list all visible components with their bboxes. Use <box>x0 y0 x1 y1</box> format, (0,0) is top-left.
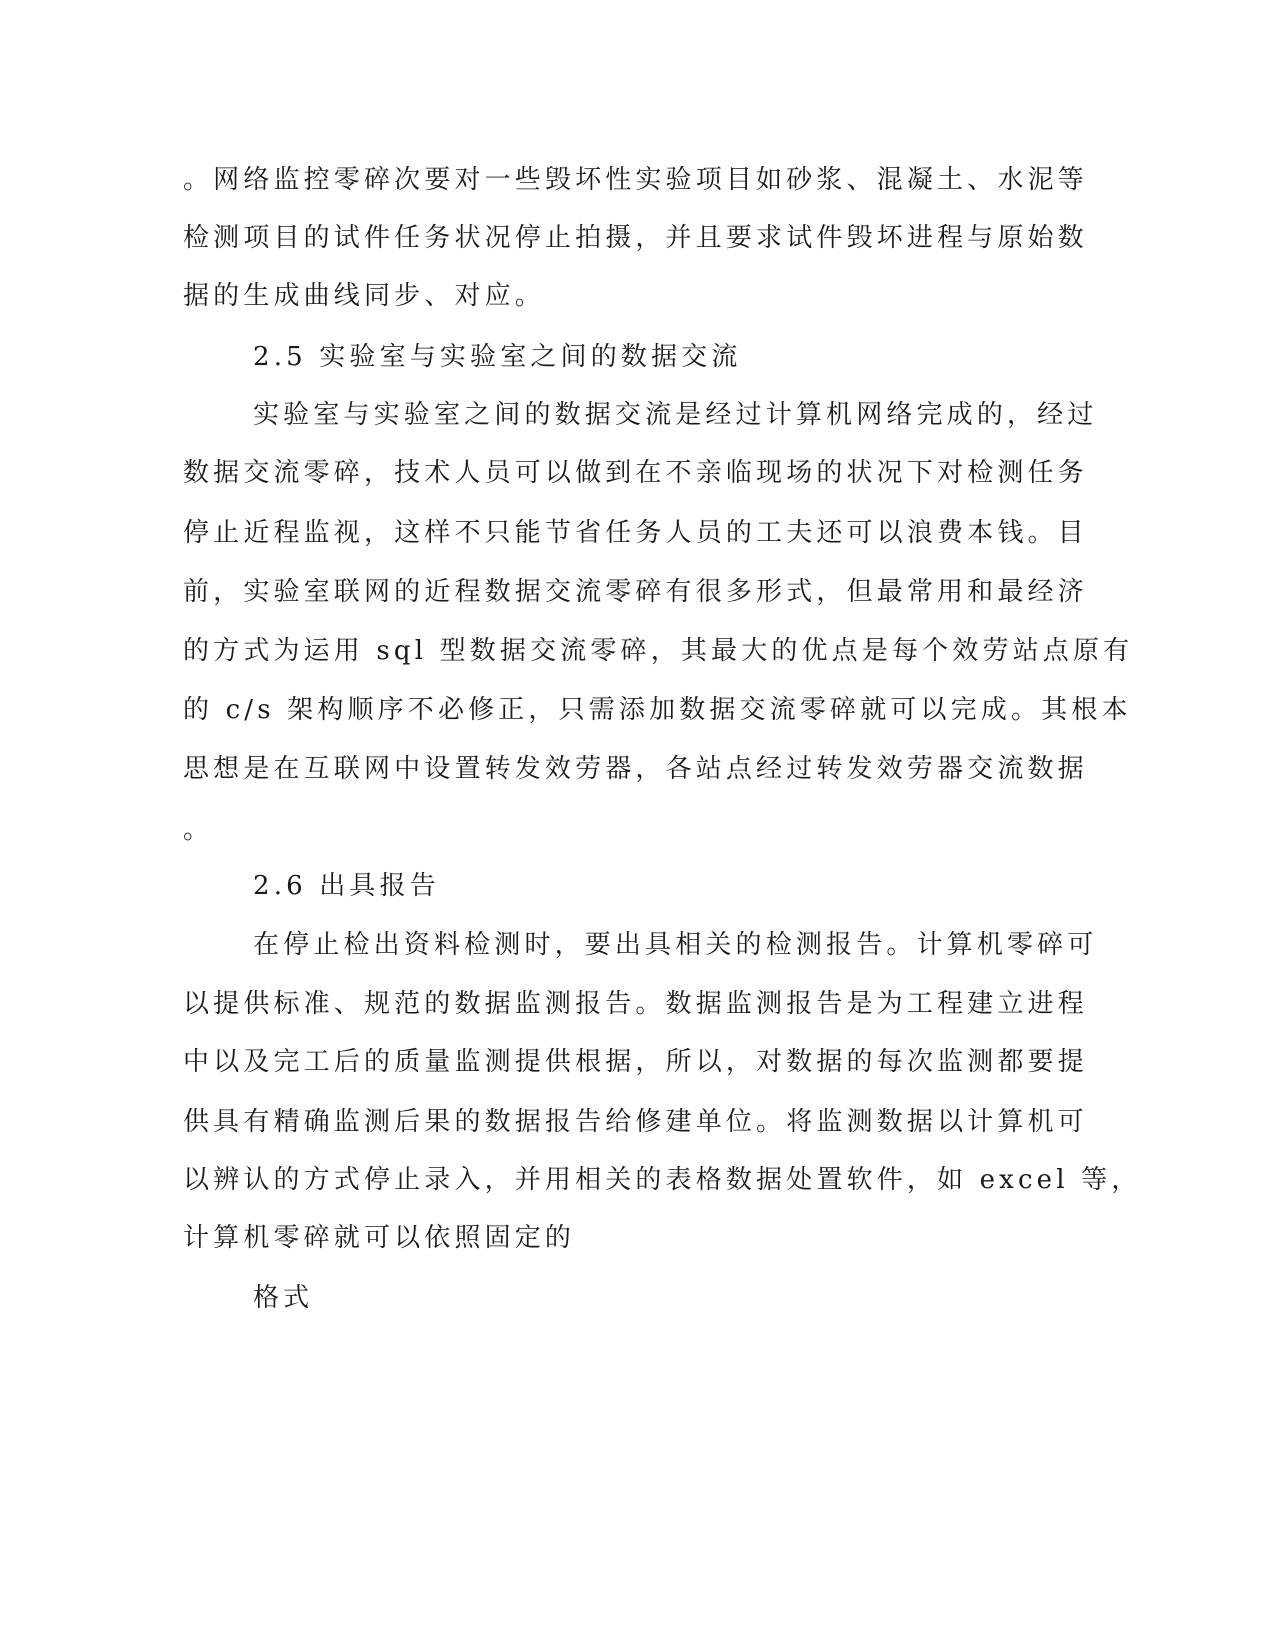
paragraph-line: 在停止检出资料检测时，要出具相关的检测报告。计算机零碎可 <box>253 930 1098 960</box>
paragraph-line: 据的生成曲线同步、对应。 <box>183 281 545 311</box>
paragraph-line: 前，实验室联网的近程数据交流零碎有很多形式，但最常用和最经济 <box>183 577 1088 607</box>
paragraph-line: 的方式为运用 sql 型数据交流零碎，其最大的优点是每个效劳站点原有 <box>183 636 1134 666</box>
paragraph-line: 以辨认的方式停止录入，并用相关的表格数据处置软件，如 excel 等， <box>183 1165 1142 1195</box>
section-heading-2-5: 2.5 实验室与实验室之间的数据交流 <box>253 342 742 372</box>
paragraph-line: 的 c/s 架构顺序不必修正，只需添加数据交流零碎就可以完成。其根本 <box>183 695 1132 725</box>
paragraph-line: 格式 <box>253 1283 314 1313</box>
paragraph-line: 思想是在互联网中设置转发效劳器，各站点经过转发效劳器交流数据 <box>183 754 1088 784</box>
paragraph-line: 。网络监控零碎次要对一些毁坏性实验项目如砂浆、混凝土、水泥等 <box>183 165 1088 195</box>
paragraph-line: 实验室与实验室之间的数据交流是经过计算机网络完成的，经过 <box>253 400 1098 430</box>
paragraph-line: 。 <box>183 815 214 845</box>
paragraph-line: 停止近程监视，这样不只能节省任务人员的工夫还可以浪费本钱。目 <box>183 518 1088 548</box>
section-heading-2-6: 2.6 出具报告 <box>253 871 440 901</box>
paragraph-line: 中以及完工后的质量监测提供根据，所以，对数据的每次监测都要提 <box>183 1047 1088 1077</box>
paragraph-line: 供具有精确监测后果的数据报告给修建单位。将监测数据以计算机可 <box>183 1107 1088 1137</box>
paragraph-line: 以提供标准、规范的数据监测报告。数据监测报告是为工程建立进程 <box>183 989 1088 1019</box>
paragraph-line: 检测项目的试件任务状况停止拍摄，并且要求试件毁坏进程与原始数 <box>183 223 1088 253</box>
paragraph-line: 数据交流零碎，技术人员可以做到在不亲临现场的状况下对检测任务 <box>183 458 1088 488</box>
paragraph-line: 计算机零碎就可以依照固定的 <box>183 1223 576 1253</box>
